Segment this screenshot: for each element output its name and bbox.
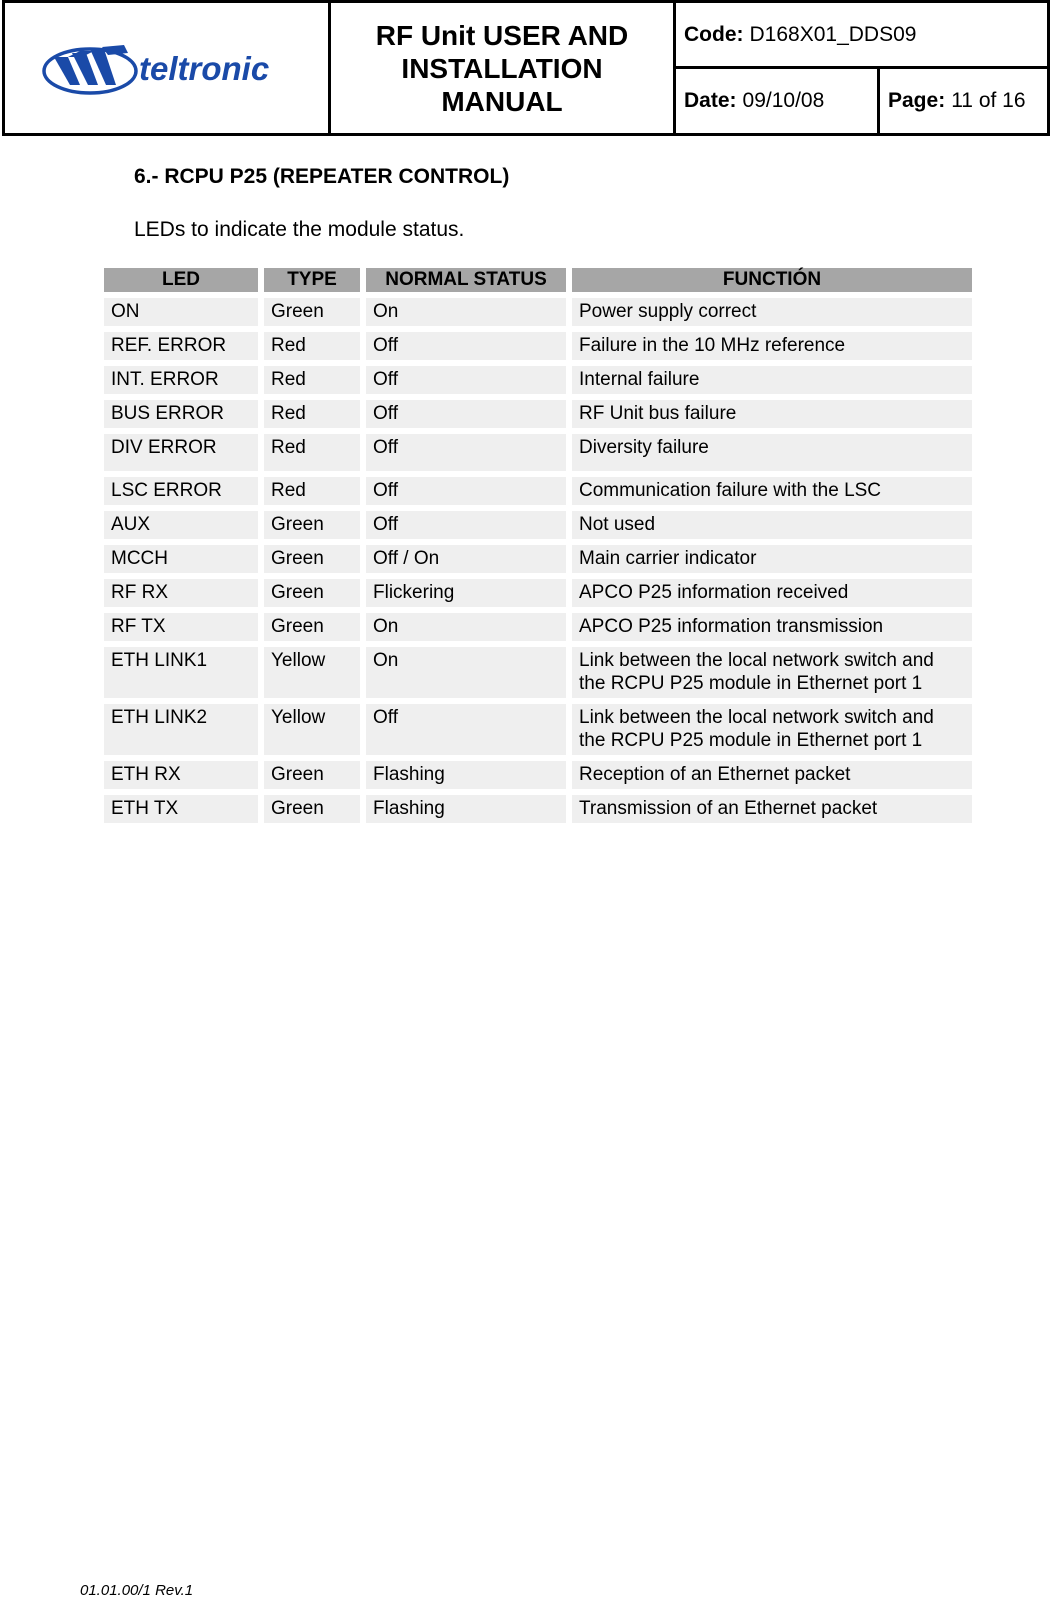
led-type-cell: Green <box>264 613 360 641</box>
col-header-type: TYPE <box>264 268 360 292</box>
led-status-table <box>98 262 978 829</box>
led-name-cell: RF RX <box>104 579 258 607</box>
table-row <box>104 434 972 471</box>
section-title: 6.- RCPU P25 (REPEATER CONTROL) <box>134 165 510 188</box>
normal-status-cell: Flashing <box>366 795 566 823</box>
function-description-cell: Communication failure with the LSC <box>572 477 972 505</box>
led-name-cell: DIV ERROR <box>104 434 258 471</box>
normal-status-cell: Off <box>366 332 566 360</box>
led-name-cell: RF TX <box>104 613 258 641</box>
normal-status-cell: On <box>366 298 566 326</box>
led-name-cell: ETH RX <box>104 761 258 789</box>
function-description-cell: Link between the local network switch and the RCPU P25 module in Ethernet port 1 <box>572 704 972 755</box>
led-type-cell: Green <box>264 795 360 823</box>
led-name-cell: ON <box>104 298 258 326</box>
led-name-cell: MCCH <box>104 545 258 573</box>
led-name-cell: AUX <box>104 511 258 539</box>
document-title: RF Unit USER AND INSTALLATION MANUAL <box>331 3 676 133</box>
table-row <box>104 704 972 755</box>
normal-status-cell: Off <box>366 400 566 428</box>
document-header <box>2 0 1050 136</box>
function-description-cell: Transmission of an Ethernet packet <box>572 795 972 823</box>
date-field <box>676 69 880 133</box>
table-header-row <box>104 268 972 292</box>
page-value: 11 of 16 <box>951 89 1026 112</box>
col-header-normal-status: NORMAL STATUS <box>366 268 566 292</box>
led-type-cell: Red <box>264 332 360 360</box>
function-description-cell: APCO P25 information transmission <box>572 613 972 641</box>
meta-cell <box>676 3 1047 133</box>
function-description-cell: Reception of an Ethernet packet <box>572 761 972 789</box>
normal-status-cell: Flashing <box>366 761 566 789</box>
function-description-cell: Link between the local network switch and the RCPU P25 module in Ethernet port 1 <box>572 647 972 698</box>
led-type-cell: Red <box>264 400 360 428</box>
table-row <box>104 579 972 607</box>
led-type-cell: Red <box>264 434 360 471</box>
led-name-cell: REF. ERROR <box>104 332 258 360</box>
led-type-cell: Green <box>264 579 360 607</box>
normal-status-cell: Off <box>366 511 566 539</box>
function-description-cell: Internal failure <box>572 366 972 394</box>
date-label: Date: <box>684 89 737 112</box>
normal-status-cell: Off <box>366 434 566 471</box>
led-type-cell: Green <box>264 761 360 789</box>
normal-status-cell: Off <box>366 704 566 755</box>
led-type-cell: Yellow <box>264 704 360 755</box>
normal-status-cell: On <box>366 647 566 698</box>
led-type-cell: Red <box>264 477 360 505</box>
table-row <box>104 366 972 394</box>
function-description-cell: APCO P25 information received <box>572 579 972 607</box>
led-type-cell: Green <box>264 511 360 539</box>
date-value: 09/10/08 <box>742 89 825 112</box>
led-name-cell: ETH TX <box>104 795 258 823</box>
table-row <box>104 477 972 505</box>
table-row <box>104 511 972 539</box>
function-description-cell: Not used <box>572 511 972 539</box>
led-name-cell: ETH LINK1 <box>104 647 258 698</box>
led-name-cell: INT. ERROR <box>104 366 258 394</box>
function-description-cell: Diversity failure <box>572 434 972 471</box>
table-row <box>104 795 972 823</box>
function-description-cell: Failure in the 10 MHz reference <box>572 332 972 360</box>
led-type-cell: Green <box>264 298 360 326</box>
normal-status-cell: Flickering <box>366 579 566 607</box>
table-row <box>104 613 972 641</box>
code-label: Code: <box>684 22 744 46</box>
led-name-cell: BUS ERROR <box>104 400 258 428</box>
led-type-cell: Yellow <box>264 647 360 698</box>
logo-cell <box>5 3 331 133</box>
normal-status-cell: Off <box>366 366 566 394</box>
led-type-cell: Green <box>264 545 360 573</box>
led-name-cell: LSC ERROR <box>104 477 258 505</box>
function-description-cell: Main carrier indicator <box>572 545 972 573</box>
led-name-cell: ETH LINK2 <box>104 704 258 755</box>
table-row <box>104 545 972 573</box>
footer-revision: 01.01.00/1 Rev.1 <box>80 1582 194 1599</box>
led-type-cell: Red <box>264 366 360 394</box>
page-label: Page: <box>888 89 946 112</box>
col-header-function: FUNCTIÓN <box>572 268 972 292</box>
table-body <box>104 298 972 823</box>
intro-text: LEDs to indicate the module status. <box>134 218 465 241</box>
function-description-cell: RF Unit bus failure <box>572 400 972 428</box>
logo-text: teltronic <box>138 50 269 87</box>
table-row <box>104 400 972 428</box>
function-description-cell: Power supply correct <box>572 298 972 326</box>
table-row <box>104 298 972 326</box>
normal-status-cell: Off <box>366 477 566 505</box>
page-field <box>880 69 1047 133</box>
code-value: D168X01_DDS09 <box>749 22 917 46</box>
normal-status-cell: On <box>366 613 566 641</box>
table-row <box>104 761 972 789</box>
table-row <box>104 647 972 698</box>
teltronic-logo <box>32 33 302 103</box>
col-header-led: LED <box>104 268 258 292</box>
normal-status-cell: Off / On <box>366 545 566 573</box>
table-row <box>104 332 972 360</box>
code-field <box>676 3 1047 69</box>
